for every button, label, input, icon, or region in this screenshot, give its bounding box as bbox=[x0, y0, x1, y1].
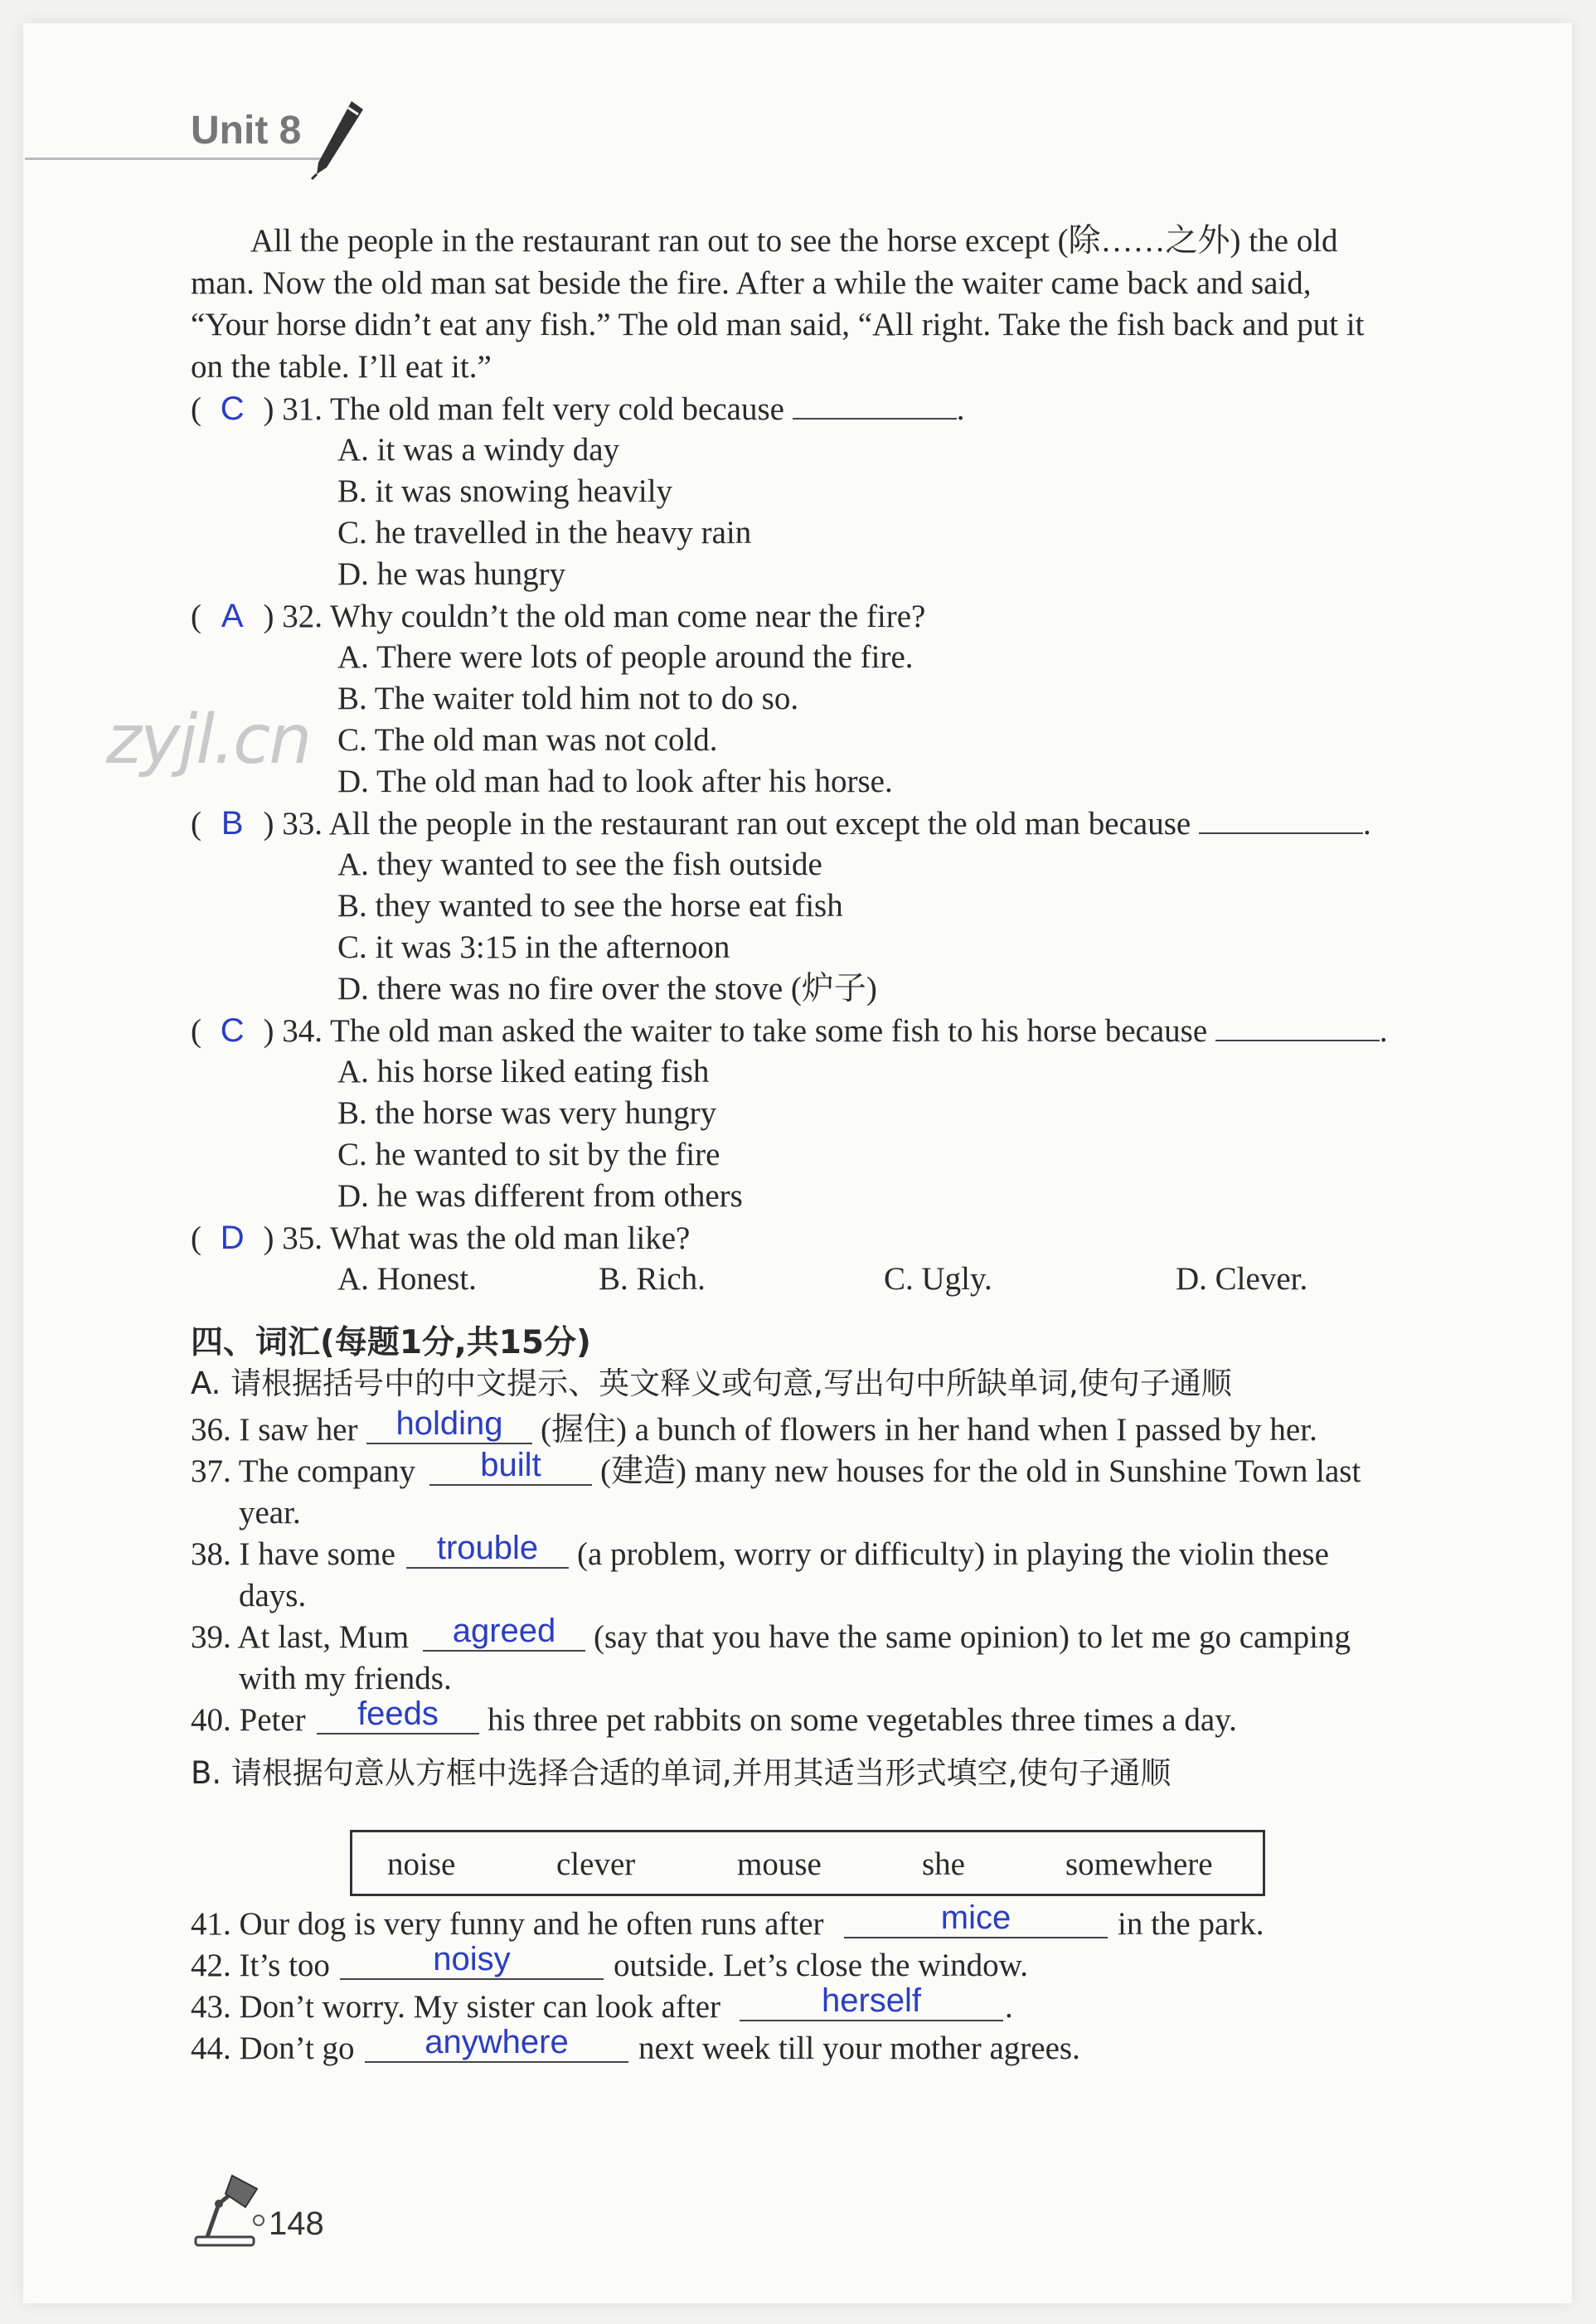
vocab-item-39-pre: 39. At last, Mum bbox=[191, 1619, 410, 1655]
question-stem: ) 34. The old man asked the waiter to take some fish to his horse because bbox=[263, 1013, 1208, 1049]
vocab-item-37-cont: year. bbox=[239, 1495, 301, 1531]
vocab-item-37-post: (建造) many new houses for the old in Sunshine Town last bbox=[600, 1453, 1361, 1489]
option: C. Ugly. bbox=[884, 1261, 992, 1297]
answer-blank bbox=[406, 1567, 569, 1569]
part-b-instruction: B. 请根据句意从方框中选择合适的单词,并用其适当形式填空,使句子通顺 bbox=[191, 1755, 1172, 1791]
option: D. he was different from others bbox=[337, 1178, 743, 1214]
answer-blank bbox=[740, 2020, 1003, 2021]
passage-line: “Your horse didn’t eat any fish.” The old man said, “All right. Take the fish back and put it bbox=[191, 307, 1365, 342]
question-stem: ) 35. What was the old man like? bbox=[263, 1220, 691, 1256]
vocab-item-40-pre: 40. Peter bbox=[191, 1702, 306, 1738]
vocab-item-44-pre: 44. Don’t go bbox=[191, 2030, 355, 2066]
passage-line: All the people in the restaurant ran out to see the horse except (除……之外) the old bbox=[250, 223, 1338, 259]
option: D. Clever. bbox=[1176, 1261, 1308, 1297]
vocab-item-43-pre: 43. Don’t worry. My sister can look after bbox=[191, 1989, 721, 2025]
option: D. there was no fire over the stove (炉子) bbox=[337, 971, 877, 1007]
question-stem: ) 31. The old man felt very cold because bbox=[263, 391, 784, 427]
vocab-item-36-pre: 36. I saw her bbox=[191, 1412, 358, 1448]
vocab-answer-39[interactable]: agreed bbox=[452, 1613, 556, 1649]
vocab-answer-44[interactable]: anywhere bbox=[424, 2024, 569, 2060]
answer-blank[interactable] bbox=[1199, 804, 1363, 834]
answer-blank[interactable] bbox=[793, 390, 957, 420]
question-34: ( C ) 34. The old man asked the waiter to take some fish to his horse because . bbox=[191, 1010, 1388, 1052]
vocab-answer-41[interactable]: mice bbox=[940, 1899, 1011, 1936]
vocab-answer-37[interactable]: built bbox=[480, 1447, 541, 1483]
option: C. it was 3:15 in the afternoon bbox=[337, 929, 730, 965]
option: C. The old man was not cold. bbox=[337, 722, 718, 758]
option: D. he was hungry bbox=[337, 556, 566, 592]
question-35: ( D ) 35. What was the old man like? bbox=[191, 1217, 690, 1259]
question-33: ( B ) 33. All the people in the restaurant ran out except the old man because . bbox=[191, 803, 1371, 845]
option: B. it was snowing heavily bbox=[337, 473, 673, 509]
passage-line: man. Now the old man sat beside the fire. After a while the waiter came back and said, bbox=[191, 264, 1312, 301]
option: C. he travelled in the heavy rain bbox=[337, 515, 752, 551]
word-box-item: somewhere bbox=[1065, 1846, 1213, 1882]
passage bbox=[191, 221, 1409, 388]
vocab-item-42-pre: 42. It’s too bbox=[191, 1948, 330, 1983]
answer-mark: C bbox=[220, 1012, 245, 1049]
word-box bbox=[350, 1830, 1265, 1896]
vocab-item-43-post: . bbox=[1005, 1989, 1013, 2025]
answer-blank bbox=[340, 1978, 604, 1980]
vocab-answer-42[interactable]: noisy bbox=[433, 1941, 511, 1977]
option: A. his horse liked eating fish bbox=[337, 1054, 710, 1089]
vocab-item-40-post: his three pet rabbits on some vegetables three times a day. bbox=[488, 1702, 1237, 1738]
word-box-item: clever bbox=[556, 1846, 636, 1882]
vocab-item-38-post: (a problem, worry or difficulty) in playing the violin these bbox=[577, 1536, 1329, 1572]
option: A. it was a windy day bbox=[337, 432, 620, 468]
vocab-item-42-post: outside. Let’s close the window. bbox=[614, 1948, 1029, 1983]
word-box-item: noise bbox=[387, 1846, 456, 1882]
answer-blank bbox=[317, 1733, 479, 1735]
vocab-answer-40[interactable]: feeds bbox=[357, 1696, 439, 1732]
option: A. they wanted to see the fish outside bbox=[337, 847, 822, 882]
unit-title: Unit 8 bbox=[191, 109, 302, 153]
answer-blank bbox=[365, 2061, 628, 2063]
option: B. The waiter told him not to do so. bbox=[337, 681, 799, 716]
pen-icon bbox=[308, 98, 366, 181]
question-stem: ) 33. All the people in the restaurant ran out except the old man because bbox=[263, 806, 1191, 842]
vocab-item-41-post: in the park. bbox=[1118, 1906, 1264, 1942]
question-32: ( A ) 32. Why couldn’t the old man come near the fire? bbox=[191, 595, 925, 638]
answer-blank bbox=[844, 1937, 1108, 1938]
answer-mark: C bbox=[220, 391, 245, 427]
vocab-item-41-pre: 41. Our dog is very funny and he often runs after bbox=[191, 1906, 824, 1942]
part-a-instruction: A. 请根据括号中的中文提示、英文释义或句意,写出句中所缺单词,使句子通顺 bbox=[191, 1366, 1232, 1401]
answer-blank[interactable] bbox=[1215, 1012, 1380, 1041]
vocab-item-37-pre: 37. The company bbox=[191, 1453, 416, 1489]
word-box-item: she bbox=[922, 1846, 965, 1882]
desk-lamp-icon bbox=[191, 2171, 269, 2249]
vocab-item-39-post: (say that you have the same opinion) to let me go camping bbox=[594, 1619, 1351, 1655]
option: B. they wanted to see the horse eat fish bbox=[337, 888, 843, 924]
answer-mark: B bbox=[221, 805, 244, 842]
vocab-item-39-cont: with my friends. bbox=[239, 1661, 452, 1696]
question-stem: ) 32. Why couldn’t the old man come near the fire? bbox=[263, 599, 926, 634]
vocab-answer-43[interactable]: herself bbox=[821, 1982, 922, 2019]
header bbox=[0, 0, 1596, 182]
page-number: 148 bbox=[269, 2205, 324, 2242]
option: A. There were lots of people around the fire. bbox=[337, 639, 914, 675]
word-box-item: mouse bbox=[737, 1846, 822, 1882]
answer-blank bbox=[429, 1484, 592, 1486]
answer-blank bbox=[423, 1650, 585, 1652]
header-divider bbox=[25, 158, 332, 160]
vocab-item-38-pre: 38. I have some bbox=[191, 1536, 395, 1572]
option: B. the horse was very hungry bbox=[337, 1095, 717, 1131]
option: C. he wanted to sit by the fire bbox=[337, 1137, 720, 1172]
watermark: zyjl.cn bbox=[106, 701, 311, 779]
vocab-answer-36[interactable]: holding bbox=[395, 1405, 503, 1442]
vocab-item-36-post: (握住) a bunch of flowers in her hand when I passed by her. bbox=[541, 1412, 1317, 1448]
option: B. Rich. bbox=[599, 1261, 706, 1297]
vocab-item-44-post: next week till your mother agrees. bbox=[638, 2030, 1080, 2066]
option: A. Honest. bbox=[337, 1261, 477, 1297]
vocab-item-38-cont: days. bbox=[239, 1578, 307, 1613]
passage-line: on the table. I’ll eat it.” bbox=[191, 348, 492, 385]
question-31: ( C ) 31. The old man felt very cold because . bbox=[191, 388, 964, 430]
option: D. The old man had to look after his horse. bbox=[337, 764, 893, 799]
answer-mark: A bbox=[221, 598, 244, 634]
vocab-answer-38[interactable]: trouble bbox=[436, 1530, 539, 1566]
answer-mark: D bbox=[220, 1220, 245, 1256]
answer-blank bbox=[366, 1443, 532, 1444]
section-title: 四、词汇(每题1分,共15分) bbox=[191, 1324, 591, 1361]
